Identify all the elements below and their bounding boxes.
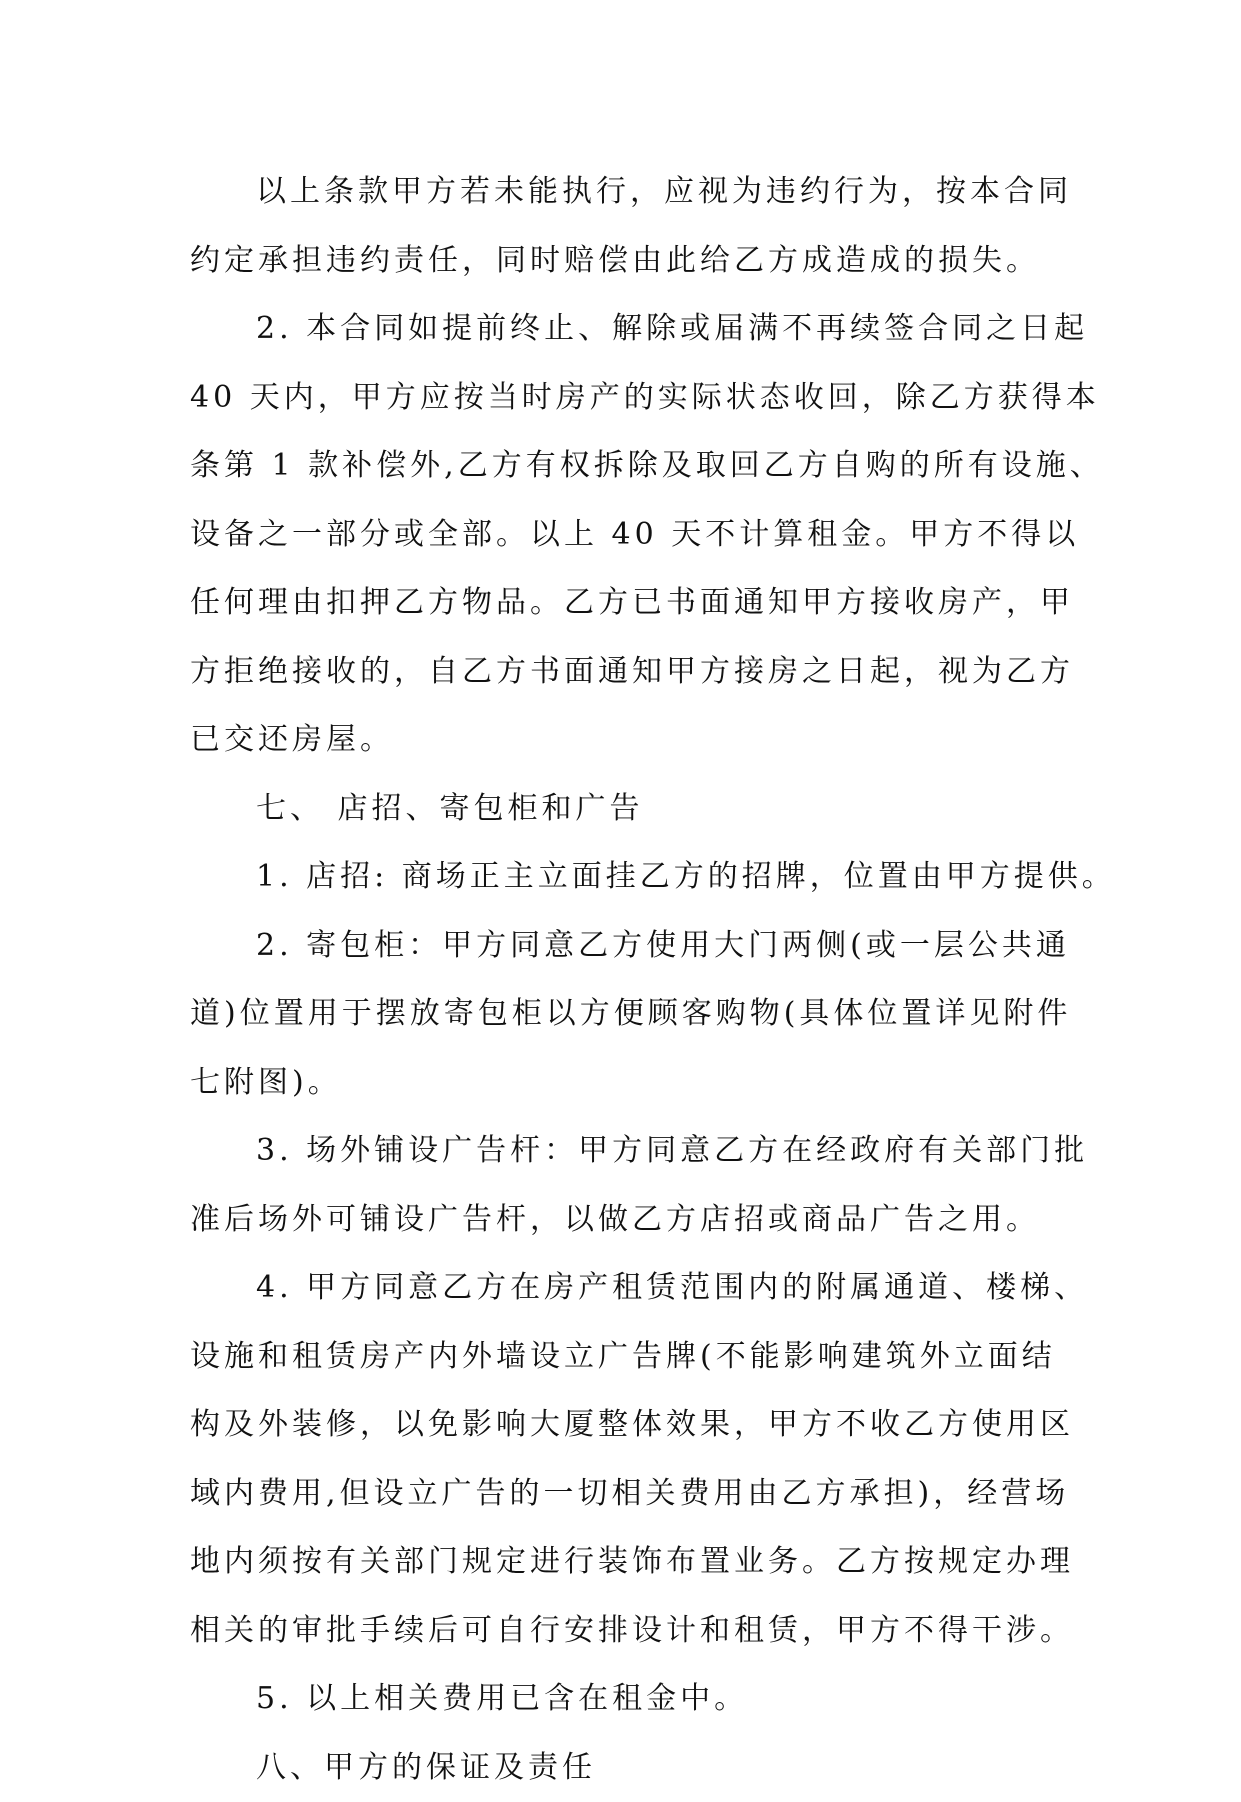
paragraph-line: 5. 以上相关费用已含在租金中。 [190, 1665, 1060, 1734]
paragraph-line: 已交还房屋。 [190, 706, 1060, 775]
paragraph-line: 2. 寄包柜：甲方同意乙方使用大门两侧(或一层公共通 [190, 912, 1060, 981]
paragraph-line: 约定承担违约责任，同时赔偿由此给乙方成造成的损失。 [190, 227, 1060, 296]
paragraph-line: 方拒绝接收的，自乙方书面通知甲方接房之日起，视为乙方 [190, 638, 1060, 707]
paragraph-line: 设备之一部分或全部。以上 40 天不计算租金。甲方不得以 [190, 501, 1060, 570]
paragraph-line: 构及外装修，以免影响大厦整体效果，甲方不收乙方使用区 [190, 1391, 1060, 1460]
paragraph-line: 4. 甲方同意乙方在房产租赁范围内的附属通道、楼梯、 [190, 1254, 1060, 1323]
paragraph-line: 道)位置用于摆放寄包柜以方便顾客购物(具体位置详见附件 [190, 980, 1060, 1049]
paragraph-line: 设施和租赁房产内外墙设立广告牌(不能影响建筑外立面结 [190, 1323, 1060, 1392]
paragraph-line: 以上条款甲方若未能执行，应视为违约行为，按本合同 [190, 158, 1060, 227]
contract-text [190, 158, 1060, 1802]
paragraph-line: 相关的审批手续后可自行安排设计和租赁，甲方不得干涉。 [190, 1597, 1060, 1666]
section-heading-seven: 七、 店招、寄包柜和广告 [190, 775, 1060, 844]
section-heading-eight: 八、甲方的保证及责任 [190, 1734, 1060, 1802]
paragraph-line: 2. 本合同如提前终止、解除或届满不再续签合同之日起 [190, 295, 1060, 364]
paragraph-line: 40 天内，甲方应按当时房产的实际状态收回，除乙方获得本 [190, 364, 1060, 433]
paragraph-line: 1. 店招: 商场正主立面挂乙方的招牌，位置由甲方提供。 [190, 843, 1060, 912]
paragraph-line: 3. 场外铺设广告杆：甲方同意乙方在经政府有关部门批 [190, 1117, 1060, 1186]
paragraph-line: 地内须按有关部门规定进行装饰布置业务。乙方按规定办理 [190, 1528, 1060, 1597]
paragraph-line: 七附图)。 [190, 1049, 1060, 1118]
paragraph-line: 准后场外可铺设广告杆，以做乙方店招或商品广告之用。 [190, 1186, 1060, 1255]
paragraph-line: 任何理由扣押乙方物品。乙方已书面通知甲方接收房产，甲 [190, 569, 1060, 638]
paragraph-line: 条第 1 款补偿外,乙方有权拆除及取回乙方自购的所有设施、 [190, 432, 1060, 501]
paragraph-line: 域内费用,但设立广告的一切相关费用由乙方承担)，经营场 [190, 1460, 1060, 1529]
